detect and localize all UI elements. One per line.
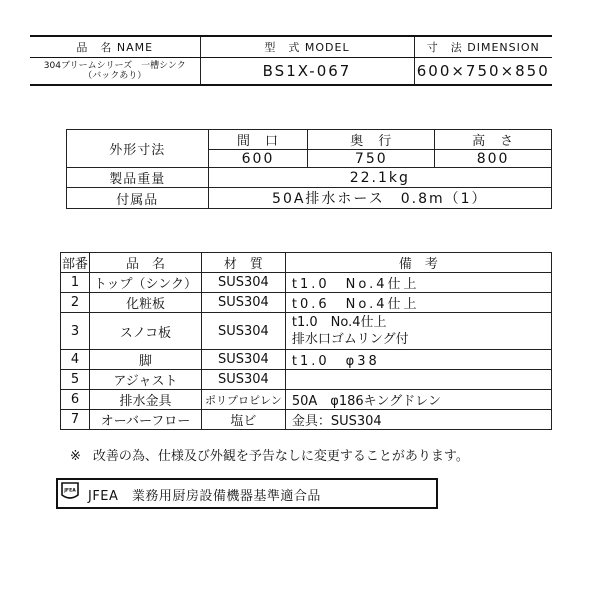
part-no: 3	[61, 313, 90, 350]
product-header-table	[30, 35, 552, 86]
header-value-row	[30, 58, 552, 86]
product-name-cell	[30, 58, 200, 86]
spec-table	[66, 129, 552, 209]
table-row	[61, 313, 552, 350]
table-row	[61, 350, 552, 370]
part-name-header: 品 名	[89, 253, 201, 273]
parts-table	[60, 252, 552, 430]
table-row	[61, 390, 552, 410]
part-remarks: t1.0 No.4仕上	[285, 273, 551, 293]
remarks-header: 備 考	[285, 253, 551, 273]
part-remarks: 50A φ186キングドレン	[285, 390, 551, 410]
part-material: SUS304	[201, 293, 285, 313]
product-name-line2: （バックあり）	[83, 71, 147, 81]
part-remarks	[285, 370, 551, 390]
disclaimer-note	[70, 445, 469, 464]
part-no: 4	[61, 350, 90, 370]
spec-header-row	[67, 130, 552, 150]
part-material: SUS304	[201, 273, 285, 293]
part-name: トップ（シンク）	[89, 273, 201, 293]
table-row	[61, 410, 552, 430]
weight-row	[67, 168, 552, 188]
height-value: 800	[435, 150, 552, 168]
table-row	[61, 370, 552, 390]
height-label: 高 さ	[435, 130, 552, 150]
part-no-header: 部番	[61, 253, 90, 273]
badge-text: JFEA 業務用厨房設備機器基準適合品	[88, 489, 321, 504]
dimension-value: 600×750×850	[414, 58, 552, 86]
table-row	[61, 273, 552, 293]
part-name: オーバーフロー	[89, 410, 201, 430]
jfea-badge	[56, 478, 438, 509]
model-label: 型 式 MODEL	[200, 36, 414, 58]
part-name: アジャスト	[89, 370, 201, 390]
accessory-label: 付属品	[67, 188, 209, 209]
part-name: 脚	[89, 350, 201, 370]
part-no: 5	[61, 370, 90, 390]
weight-label: 製品重量	[67, 168, 209, 188]
part-remarks: t0.6 No.4仕上	[285, 293, 551, 313]
part-name: スノコ板	[89, 313, 201, 350]
material-header: 材 質	[201, 253, 285, 273]
depth-label: 奥 行	[308, 130, 435, 150]
part-no: 7	[61, 410, 90, 430]
part-material: SUS304	[201, 350, 285, 370]
part-no: 6	[61, 390, 90, 410]
model-value: BS1X-067	[200, 58, 414, 86]
note-mark: ※	[70, 449, 81, 464]
part-remarks-line2: 排水口ゴムリング付	[291, 332, 409, 347]
dimension-label: 寸 法 DIMENSION	[414, 36, 552, 58]
part-material: SUS304	[201, 370, 285, 390]
note-text: 改善の為、仕様及び外観を予告なしに変更することがあります。	[92, 449, 469, 464]
accessory-value: 50A排水ホース 0.8m（1）	[208, 188, 551, 209]
weight-value: 22.1kg	[208, 168, 551, 188]
part-no: 2	[61, 293, 90, 313]
jfea-logo-icon	[61, 482, 79, 501]
table-row	[61, 293, 552, 313]
part-remarks: 金具：SUS304	[285, 410, 551, 430]
part-material: SUS304	[201, 313, 285, 350]
name-label: 品 名 NAME	[30, 36, 200, 58]
part-remarks: t1.0 φ38	[285, 350, 551, 370]
part-remarks-line1: t1.0 No.4仕上	[291, 315, 387, 330]
logo-text: JFEA	[64, 488, 76, 494]
part-material: ポリプロピレン	[201, 390, 285, 410]
header-label-row	[30, 36, 552, 58]
part-no: 1	[61, 273, 90, 293]
outer-dimension-label: 外形寸法	[67, 130, 209, 168]
product-name-line1: 304ブリームシリーズ 一槽シンク	[43, 61, 186, 71]
depth-value: 750	[308, 150, 435, 168]
part-remarks	[285, 313, 551, 350]
width-label: 間 口	[208, 130, 308, 150]
accessory-row	[67, 188, 552, 209]
width-value: 600	[208, 150, 308, 168]
part-name: 化粧板	[89, 293, 201, 313]
part-name: 排水金具	[89, 390, 201, 410]
parts-header-row	[61, 253, 552, 273]
part-material: 塩ビ	[201, 410, 285, 430]
